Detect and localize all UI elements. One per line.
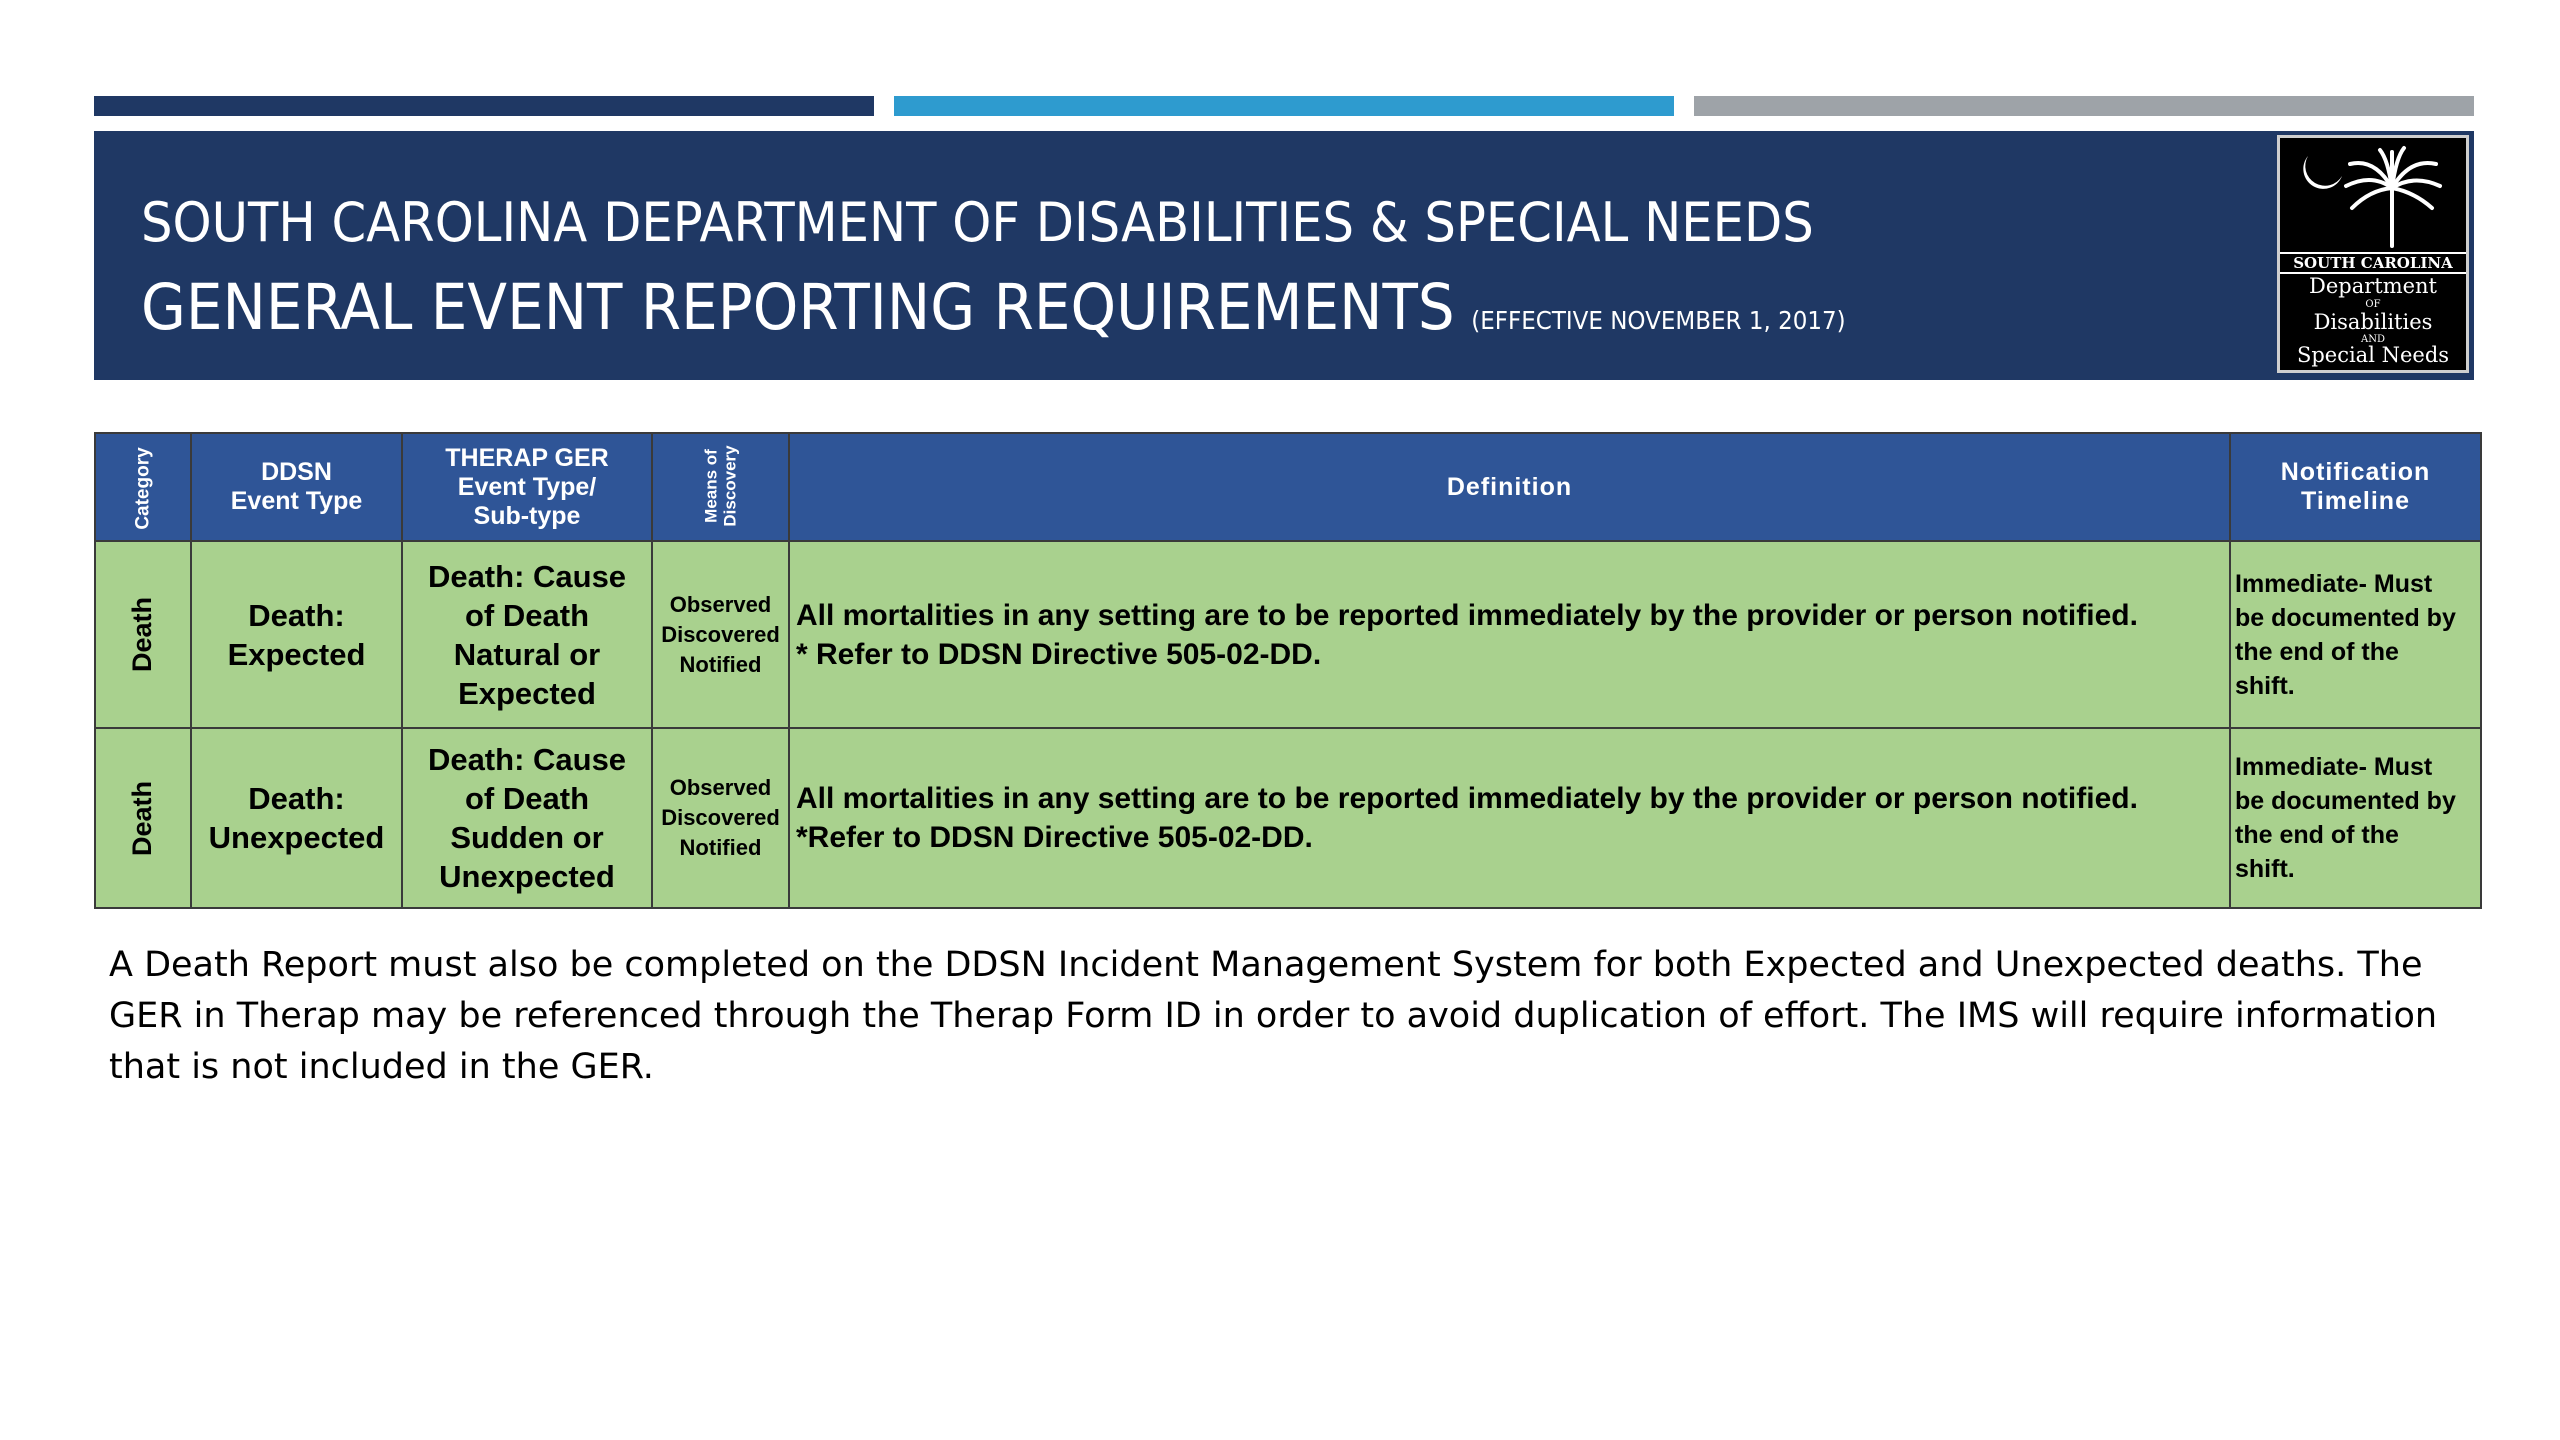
table-row: [95, 728, 2481, 908]
accent-bar-dark: [94, 96, 874, 116]
logo-of: OF: [2365, 299, 2381, 310]
cell-notification-timeline: [2230, 728, 2481, 908]
subtype-line: Sudden or: [450, 820, 604, 855]
event-line: Death:: [248, 597, 345, 633]
header-means-label: [702, 445, 740, 526]
cell-category: [95, 541, 191, 728]
header-ddsn-line-2: Event Type: [230, 487, 363, 515]
header-notification-timeline: [2230, 433, 2481, 541]
timeline-line: Immediate- Must: [2235, 569, 2433, 598]
timeline-line: Immediate- Must: [2235, 753, 2433, 781]
definition-text: All mortalities in any setting are to be reported immediately by the provider or person notified.: [796, 598, 2138, 632]
category-label: Death: [127, 780, 158, 856]
event-line: Unexpected: [208, 820, 385, 855]
subtype-line: Expected: [458, 675, 596, 711]
timeline-line: the end of the: [2235, 637, 2399, 666]
title-banner: [94, 131, 2474, 380]
header-ddsn-event-type: [191, 433, 402, 541]
palmetto-crescent-icon: [2280, 138, 2466, 248]
category-label: Death: [127, 596, 158, 673]
subtype-line: of Death: [465, 597, 589, 633]
timeline-line: shift.: [2235, 671, 2295, 700]
logo-special-needs: Special Needs: [2296, 343, 2450, 367]
subtype-line: Unexpected: [439, 859, 615, 894]
effective-date: (EFFECTIVE NOVEMBER 1, 2017): [1471, 306, 1846, 335]
definition-reference: * Refer to DDSN Directive 505-02-DD.: [796, 637, 1322, 671]
header-means-of-discovery: [652, 433, 789, 541]
header-notification-line-1: Notification: [2280, 458, 2431, 486]
cell-definition: [789, 541, 2230, 728]
agency-title: SOUTH CAROLINA DEPARTMENT OF DISABILITIES & SPECIAL NEEDS: [141, 191, 1814, 254]
logo-state: SOUTH CAROLINA: [2280, 252, 2466, 274]
header-definition: Definition: [789, 433, 2230, 541]
definition-reference: *Refer to DDSN Directive 505-02-DD.: [796, 821, 1313, 854]
header-therap-event-type: [402, 433, 652, 541]
reporting-requirements-table: [94, 432, 2482, 909]
header-notification-line-2: Timeline: [2301, 487, 2410, 515]
logo-and: AND: [2361, 334, 2385, 345]
ddsn-logo: [2277, 135, 2469, 373]
cell-ddsn-event-type: [191, 541, 402, 728]
cell-therap-subtype: [402, 541, 652, 728]
cell-definition: [789, 728, 2230, 908]
header-category-label: Category: [132, 446, 154, 530]
logo-department: Department: [2308, 274, 2437, 298]
page-title: [141, 271, 1846, 344]
cell-category: [95, 728, 191, 908]
means-item: Discovered: [661, 805, 780, 830]
definition-text: All mortalities in any setting are to be reported immediately by the provider or person notified.: [796, 782, 2138, 815]
cell-notification-timeline: [2230, 541, 2481, 728]
event-line: Expected: [227, 636, 366, 672]
page-title-text: GENERAL EVENT REPORTING REQUIREMENTS: [141, 271, 1455, 344]
header-category: [95, 433, 191, 541]
logo-disabilities: Disabilities: [2313, 310, 2433, 334]
means-item: Observed: [669, 775, 772, 800]
header-therap-line-3: Sub-type: [473, 501, 581, 530]
subtype-line: Death: Cause: [427, 742, 627, 777]
timeline-line: shift.: [2235, 855, 2295, 883]
cell-therap-subtype: [402, 728, 652, 908]
table-header-row: [95, 433, 2481, 541]
table-row: [95, 541, 2481, 728]
subtype-line: of Death: [465, 781, 589, 816]
cell-means-of-discovery: [652, 728, 789, 908]
top-accent-bars: [94, 96, 2474, 116]
means-item: Observed: [669, 591, 772, 617]
subtype-line: Death: Cause: [427, 558, 627, 594]
header-means-line-1: Means of: [701, 448, 721, 523]
accent-bar-gray: [1694, 96, 2474, 116]
header-ddsn-line-1: DDSN: [261, 458, 332, 486]
means-item: Notified: [679, 651, 762, 677]
accent-bar-blue: [894, 96, 1674, 116]
timeline-line: be documented by: [2235, 787, 2456, 815]
death-report-note: A Death Report must also be completed on the DDSN Incident Management System for both Expected and Unexpected deaths. The GER in Therap may be referenced through the Therap Form ID in order to avoid duplication of effort. The IMS will require information that is not included in the GER.: [109, 945, 2438, 1087]
timeline-line: be documented by: [2235, 603, 2456, 632]
header-means-line-2: Discovery: [720, 444, 740, 527]
subtype-line: Natural or: [453, 636, 601, 672]
header-therap-line-1: THERAP GER: [445, 443, 609, 472]
timeline-line: the end of the: [2235, 821, 2399, 849]
means-item: Discovered: [661, 621, 780, 647]
cell-means-of-discovery: [652, 541, 789, 728]
cell-ddsn-event-type: [191, 728, 402, 908]
means-item: Notified: [679, 835, 762, 860]
event-line: Death:: [248, 781, 345, 816]
header-therap-line-2: Event Type/: [457, 472, 597, 501]
